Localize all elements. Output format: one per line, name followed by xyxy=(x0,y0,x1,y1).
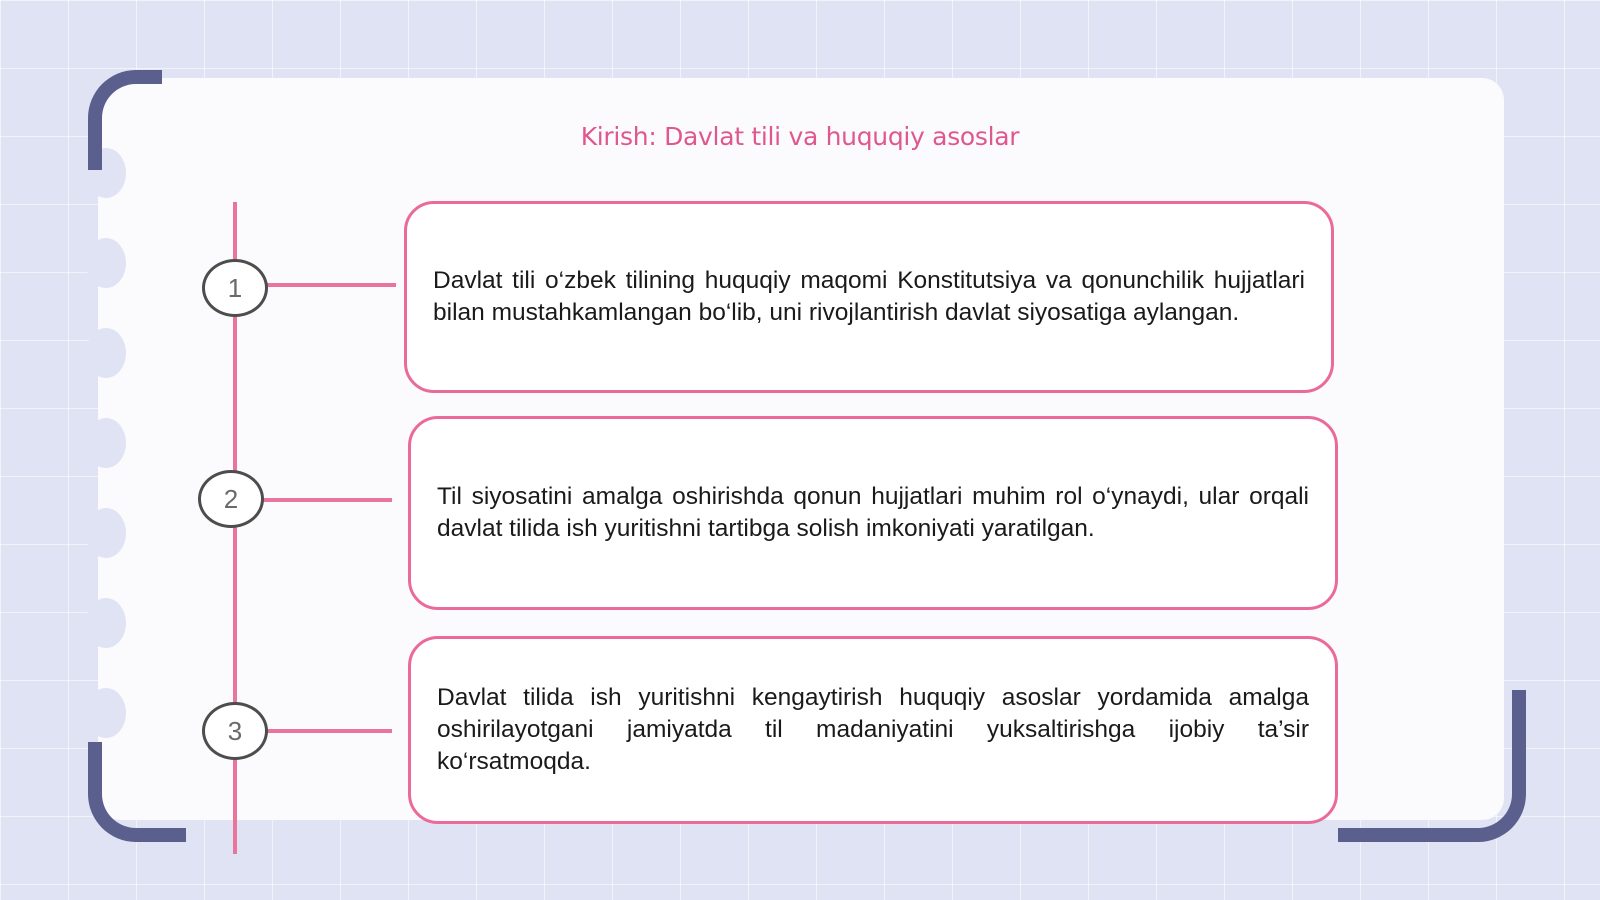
timeline-connector-3 xyxy=(262,729,392,733)
paper-edge-notch xyxy=(86,508,126,558)
step-marker-1: 1 xyxy=(202,259,268,317)
step-text-3: Davlat tilida ish yuritishni kengaytirish huquqiy asoslar yordamida amalga oshirilayotgani jamiyatda til madaniyatini yuksaltirishga ijobiy ta’sir ko‘rsatmoqda. xyxy=(437,684,1309,775)
step-marker-2: 2 xyxy=(198,470,264,528)
slide-title: Kirish: Davlat tili va huquqiy asoslar xyxy=(580,122,1020,151)
step-card-2 xyxy=(408,416,1338,610)
paper-edge-notch xyxy=(86,688,126,738)
paper-edge-notch xyxy=(86,418,126,468)
step-card-3 xyxy=(408,636,1338,824)
frame-corner-bottom-left xyxy=(88,742,186,842)
timeline-connector-2 xyxy=(258,498,392,502)
step-text-2: Til siyosatini amalga oshirishda qonun hujjatlari muhim rol o‘ynaydi, ular orqali davlat tilida ish yuritishni tartibga solish imkoniyati yaratilgan. xyxy=(437,483,1309,542)
paper-edge-notch xyxy=(86,598,126,648)
paper-edge-notch xyxy=(86,238,126,288)
paper-edge-notch xyxy=(86,328,126,378)
timeline-connector-1 xyxy=(262,283,396,287)
step-text-1: Davlat tili o‘zbek tilining huquqiy maqomi Konstitutsiya va qonunchilik hujjatlari bilan mustahkamlangan bo‘lib, uni rivojlantirish davlat siyosatiga aylangan. xyxy=(433,267,1305,326)
frame-corner-top-left xyxy=(88,70,162,170)
step-card-1 xyxy=(404,201,1334,393)
frame-corner-bottom-right xyxy=(1338,690,1526,842)
step-marker-3: 3 xyxy=(202,702,268,760)
